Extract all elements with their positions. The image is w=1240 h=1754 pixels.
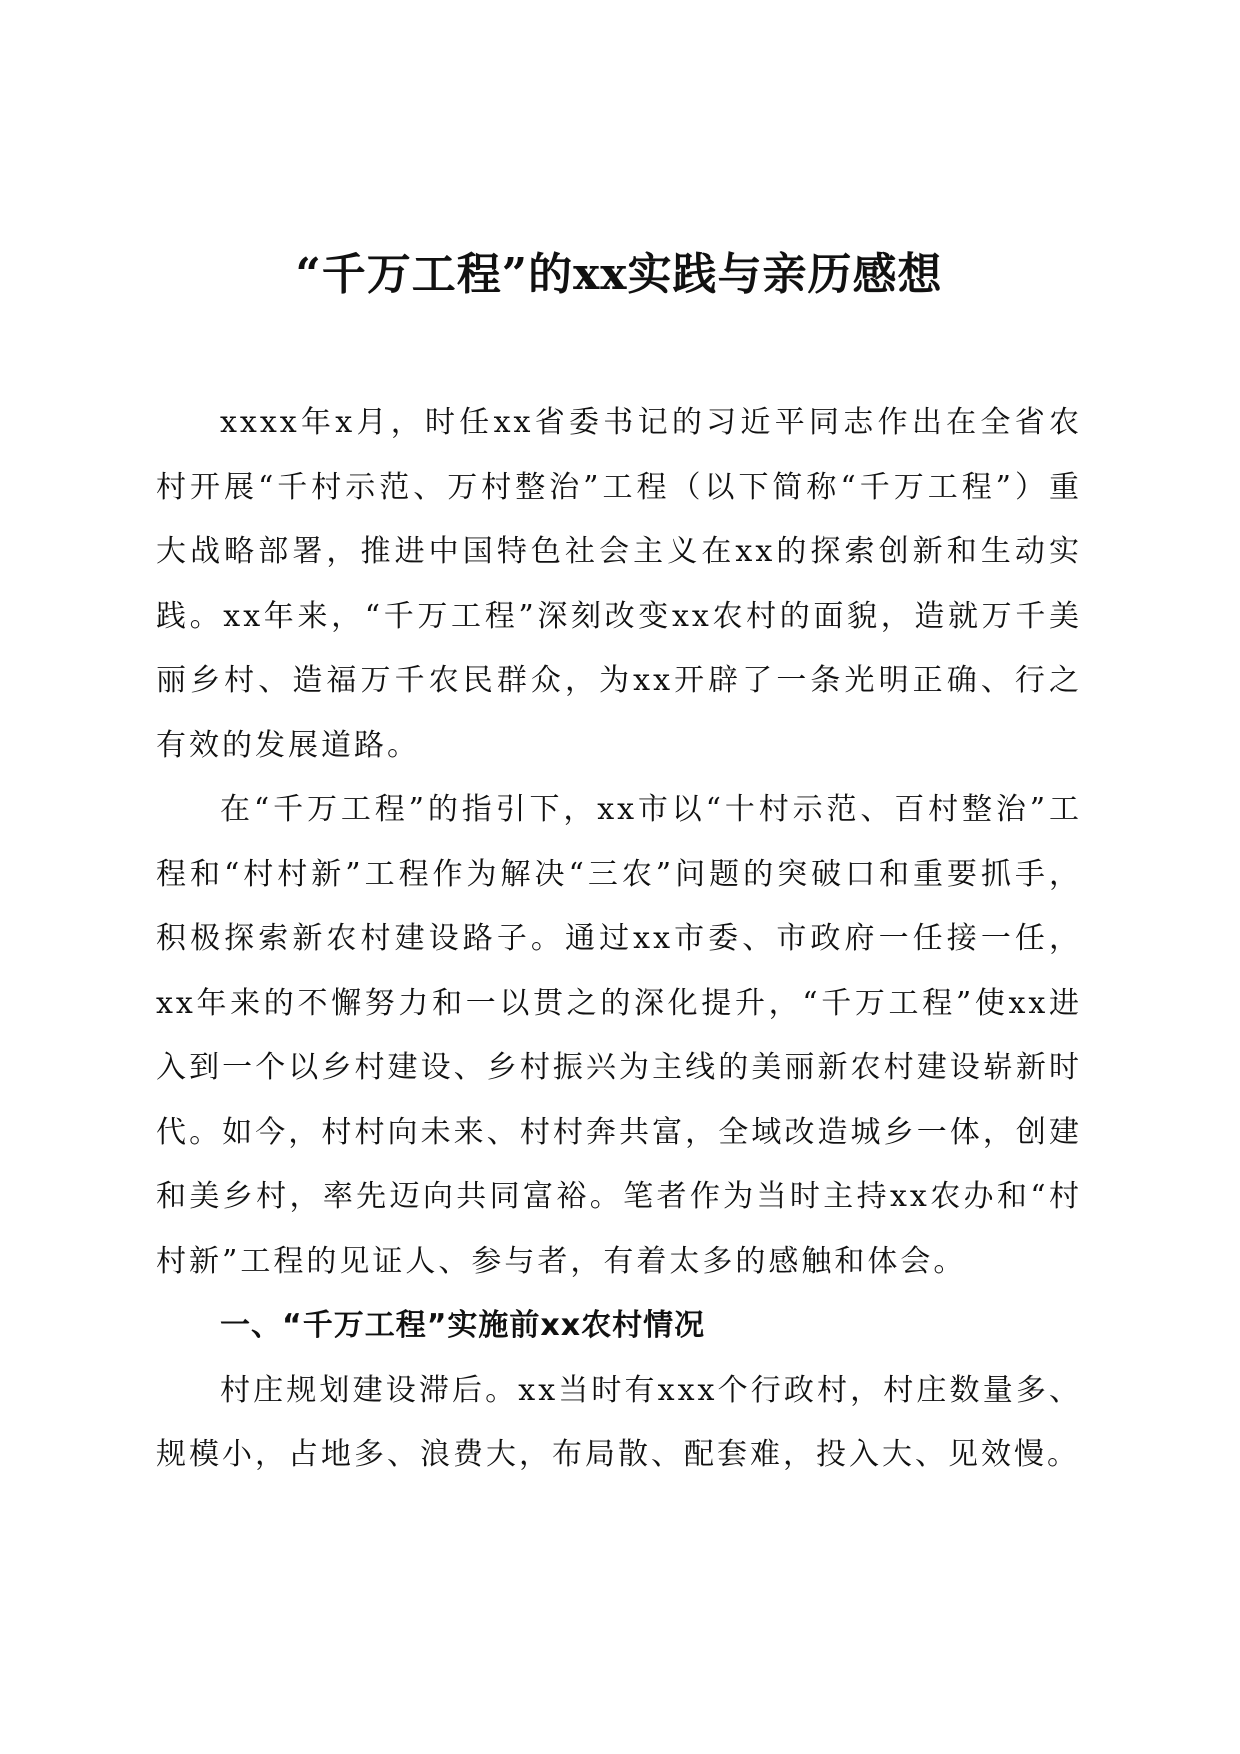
section-heading: 一、“千万工程”实施前xx农村情况 (220, 1308, 706, 1343)
background-paragraph: 在“千万工程”的指引下，xx市以“十村示范、百村整治”工程和“村村新”工程作为解决“三农”问题的突破口和重要抓手，积极探索新农村建设路子。通过xx市委、市政府一任接一任，xx年来的不懈努力和一以贯之的深化提升，“千万工程”使xx进入到一个以乡村建设、乡村振兴为主线的美丽新农村建设崭新时代。如今，村村向未来、村村奔共富，全域改造城乡一体，创建和美乡村，率先迈向共同富裕。笔者作为当时主持xx农办和“村村新”工程的见证人、参与者，有着太多的感触和体会。 (156, 792, 1082, 1279)
document-body (156, 245, 1082, 1488)
section-paragraph: 村庄规划建设滞后。xx当时有xxx个行政村，村庄数量多、规模小，占地多、浪费大，布局散、配套难，投入大、见效慢。 (156, 1372, 1082, 1472)
document-title: “千万工程”的xx实践与亲历感想 (295, 249, 943, 300)
intro-paragraph: xxxx年x月，时任xx省委书记的习近平同志作出在全省农村开展“千村示范、万村整治”工程（以下简称“千万工程”）重大战略部署，推进中国特色社会主义在xx的探索创新和生动实践。xx年来，“千万工程”深刻改变xx农村的面貌，造就万千美丽乡村、造福万千农民群众，为xx开辟了一条光明正确、行之有效的发展道路。 (156, 405, 1082, 763)
